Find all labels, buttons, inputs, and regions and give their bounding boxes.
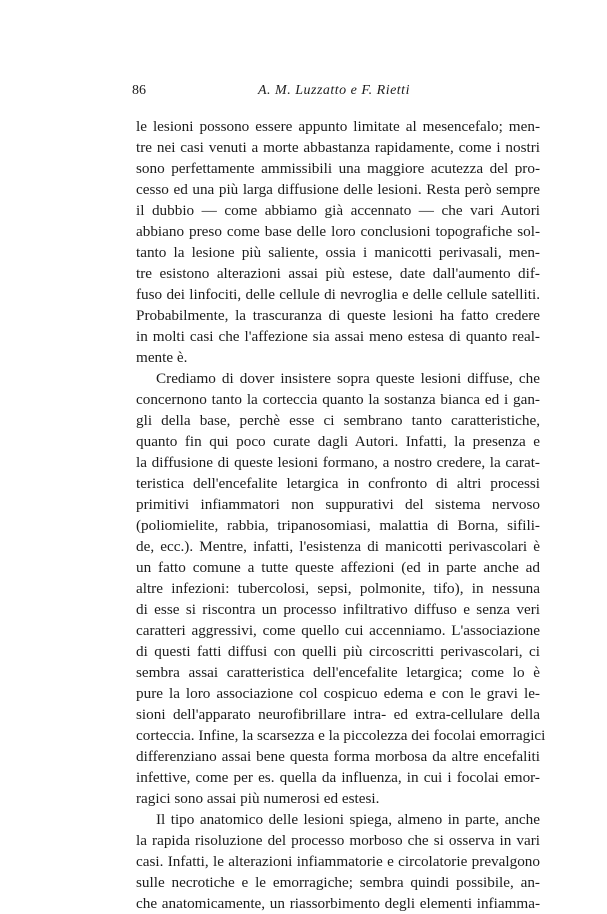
page-header (132, 83, 432, 103)
text-line: infettive, come per es. quella da influenza, in cui i focolai emor- (136, 769, 540, 786)
text-line: che anatomicamente, un riassorbimento degli elementi infiamma- (136, 895, 540, 912)
paragraph-3 (136, 809, 540, 914)
page-number: 86 (132, 83, 146, 98)
body-text (136, 116, 546, 914)
text-line: tre nei casi venuti a morte abbastanza rapidamente, come i nostri (136, 139, 540, 156)
paragraph-2 (136, 368, 546, 809)
text-line: sono perfettamente ammissibili una maggiore acutezza del pro- (136, 160, 540, 177)
text-line: primitivi infiammatori non suppurativi del sistema nervoso (136, 496, 540, 513)
text-line: di esse si riscontra un processo infiltrativo diffuso e senza veri (136, 601, 540, 618)
text-line: in molti casi che l'affezione sia assai meno estesa di quanto real- (136, 328, 540, 345)
text-line: sembra assai caratteristica dell'encefalite letargica; come lo è (136, 664, 540, 681)
text-line: caratteri aggressivi, come quello cui accenniamo. L'associazione (136, 622, 540, 639)
text-line: tanto la lesione più saliente, ossia i manicotti perivasali, men- (136, 244, 540, 261)
text-line: sulle necrotiche e le emorragiche; sembra quindi possibile, an- (136, 874, 540, 891)
text-line: altre infezioni: tubercolosi, sepsi, polmonite, tifo), in nessuna (136, 580, 540, 597)
text-line: ragici sono assai più numerosi ed estesi. (136, 790, 380, 807)
text-line: gli della base, perchè esse ci sembrano tanto caratteristiche, (136, 412, 540, 429)
text-line: pure la loro associazione col cospicuo edema e con le gravi le- (136, 685, 540, 702)
text-line: Crediamo di dover insistere sopra queste lesioni diffuse, che (156, 370, 540, 387)
text-line: la diffusione di queste lesioni formano, a nostro credere, la carat- (136, 454, 540, 471)
text-line: fuso dei linfociti, delle cellule di nevroglia e delle cellule satelliti. (136, 286, 540, 303)
text-line: la rapida risoluzione del processo morboso che si osserva in vari (136, 832, 540, 849)
text-line: tre esistono alterazioni assai più estese, date dall'aumento dif- (136, 265, 540, 282)
text-line: casi. Infatti, le alterazioni infiammatorie e circolatorie prevalgono (136, 853, 540, 870)
text-line: abbiano preso come base delle loro conclusioni topografiche sol- (136, 223, 540, 240)
text-line: il dubbio — come abbiamo già accennato — che vari Autori (136, 202, 540, 219)
text-line: quanto fin qui poco curate dagli Autori. Infatti, la presenza e (136, 433, 540, 450)
text-line: le lesioni possono essere appunto limitate al mesencefalo; men- (136, 118, 540, 135)
text-line: sioni dell'apparato neurofibrillare intra- ed extra-cellulare della (136, 706, 540, 723)
text-line: Probabilmente, la trascuranza di queste lesioni ha fatto credere (136, 307, 540, 324)
text-line: differenziano assai bene questa forma morbosa da altre encefaliti (136, 748, 540, 765)
text-line: di questi fatti diffusi con quelli più circoscritti perivascolari, ci (136, 643, 540, 660)
text-line: (poliomielite, rabbia, tripanosomiasi, malattia di Borna, sifili- (136, 517, 540, 534)
text-line: concernono tanto la corteccia quanto la sostanza bianca ed i gan- (136, 391, 540, 408)
running-head: A. M. Luzzatto e F. Rietti (258, 83, 410, 98)
text-line: teristica dell'encefalite letargica in confronto di altri processi (136, 475, 540, 492)
text-line: de, ecc.). Mentre, infatti, l'esistenza di manicotti perivascolari è (136, 538, 540, 555)
text-line: un fatto comune a tutte queste affezioni (ed in parte anche ad (136, 559, 540, 576)
text-line: mente è. (136, 349, 188, 366)
text-line: Il tipo anatomico delle lesioni spiega, almeno in parte, anche (156, 811, 540, 828)
text-line: cesso ed una più larga diffusione delle lesioni. Resta però sempre (136, 181, 540, 198)
text-line: corteccia. Infine, la scarsezza e la piccolezza dei focolai emorragici (136, 727, 546, 744)
paragraph-1 (136, 116, 540, 368)
